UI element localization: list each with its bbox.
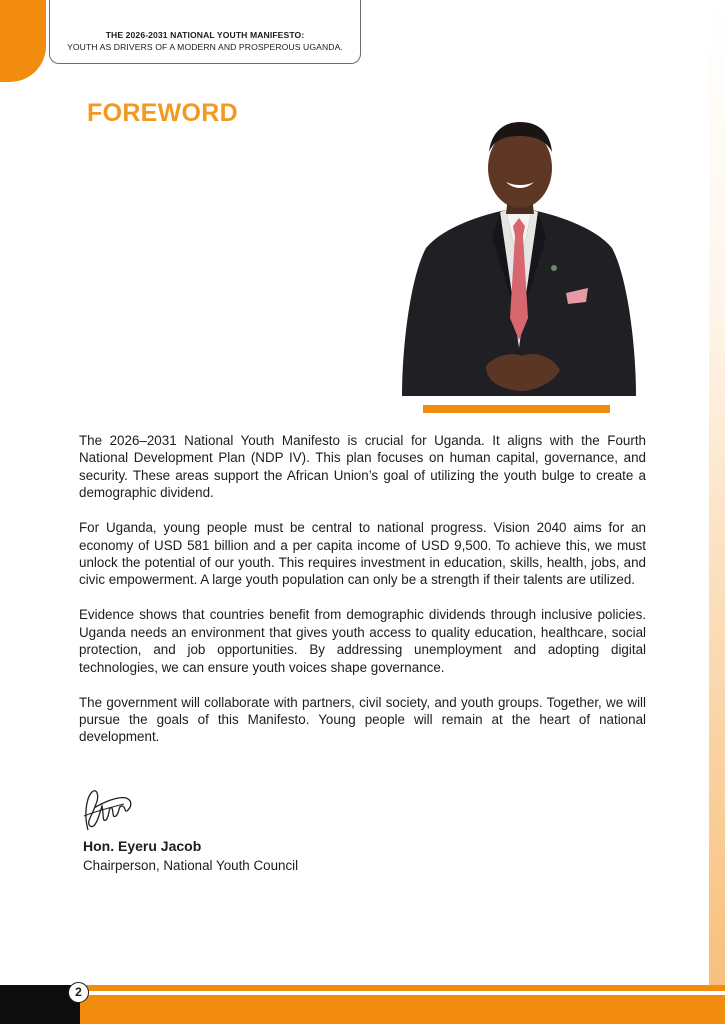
page-title: FOREWORD: [87, 99, 238, 127]
corner-tab-decoration: [0, 0, 46, 82]
signatory-title: Chairperson, National Youth Council: [83, 858, 299, 873]
paragraph: The 2026–2031 National Youth Manifesto is crucial for Uganda. It aligns with the Fourth National Development Plan (NDP IV). This plan focuses on human capital, governance, and security. These areas support the African Union’s goal of utilizing the youth bulge to create a demographic dividend.: [79, 433, 646, 501]
footer-accent-band: [80, 995, 725, 1024]
running-header: [49, 0, 361, 64]
right-edge-decoration: [709, 0, 725, 985]
foreword-body: [79, 432, 646, 763]
footer-accent-line: [80, 985, 725, 991]
paragraph: The government will collaborate with partners, civil society, and youth groups. Together, we will pursue the goals of this Manifesto. Young people will remain at the heart of national development.: [79, 694, 646, 745]
header-title: THE 2026-2031 NATIONAL YOUTH MANIFESTO:: [105, 30, 305, 40]
page-number: 2: [68, 982, 89, 1003]
signatory-name: Hon. Eyeru Jacob: [83, 838, 202, 854]
handwritten-signature: [78, 786, 134, 834]
paragraph: Evidence shows that countries benefit from demographic dividends through inclusive policies. Uganda needs an environment that gives youth access to quality education, healthcare, social protection, and job opportunities. By addressing unemployment and adopting digital technologies, we can ensure youth voices shape governance.: [79, 607, 646, 675]
portrait-accent-bar: [423, 405, 610, 413]
header-subtitle: YOUTH AS DRIVERS OF A MODERN AND PROSPEROUS UGANDA.: [67, 42, 343, 52]
paragraph: For Uganda, young people must be central to national progress. Vision 2040 aims for an economy of USD 581 billion and a per capita income of USD 9,500. To achieve this, we must unlock the potential of our youth. This requires investment in education, skills, health, jobs, and civic empowerment. A large youth population can only be a strength if their talents are utilized.: [79, 520, 646, 588]
portrait-photo: [396, 118, 642, 416]
